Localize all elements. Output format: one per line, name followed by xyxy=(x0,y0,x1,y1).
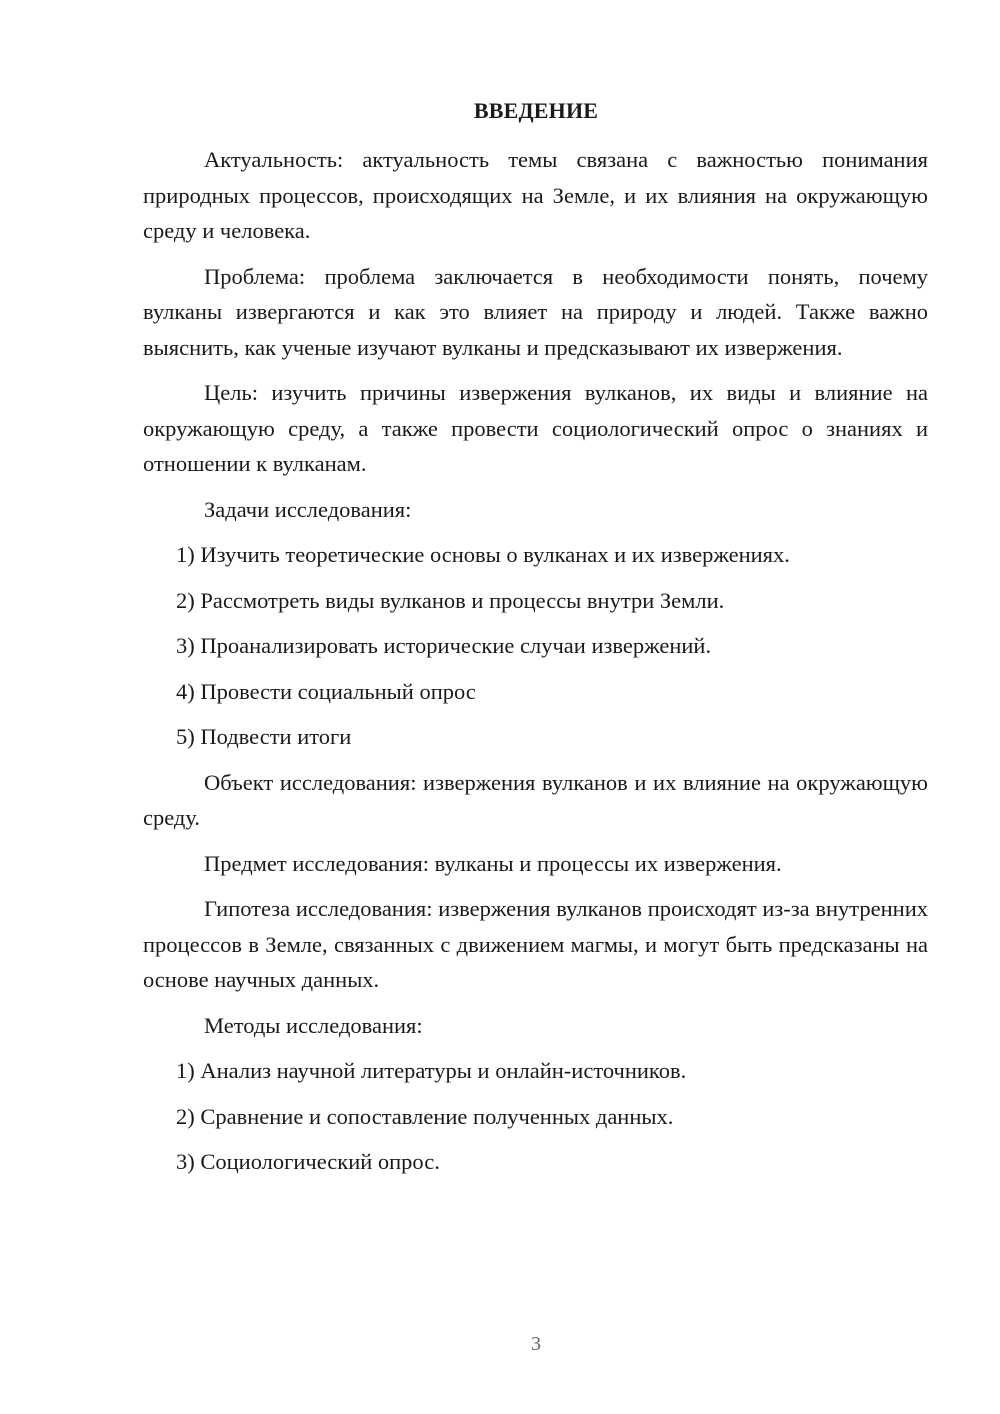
subject-paragraph: Предмет исследования: вулканы и процессы их извержения. xyxy=(204,850,782,876)
tasks-heading: Задачи исследования: xyxy=(204,496,412,522)
section-title: ВВЕДЕНИЕ xyxy=(473,98,599,123)
method-item: 1) Анализ научной литературы и онлайн-источников. xyxy=(176,1058,687,1083)
method-item: 2) Сравнение и сопоставление полученных данных. xyxy=(176,1103,674,1129)
page-content xyxy=(143,142,928,1190)
task-item: 4) Провести социальный опрос xyxy=(176,678,476,704)
problem-paragraph: Проблема: проблема заключается в необходимости понять, почему вулканы извергаются и как это влияет на природу и людей. Также важно выяснить, как ученые изучают вулканы и предсказывают их извержения. xyxy=(143,263,928,360)
task-item: 2) Рассмотреть виды вулканов и процессы внутри Земли. xyxy=(176,587,725,613)
object-paragraph: Объект исследования: извержения вулканов и их влияние на окружающую среду. xyxy=(143,769,928,830)
task-item: 5) Подвести итоги xyxy=(176,724,352,749)
method-item: 3) Социологический опрос. xyxy=(176,1149,440,1174)
methods-heading: Методы исследования: xyxy=(204,1012,423,1038)
task-item: 1) Изучить теоретические основы о вулканах и их извержениях. xyxy=(176,542,790,567)
relevance-paragraph: Актуальность: актуальность темы связана с важностью понимания природных процессов, происходящих на Земле, и их влияния на окружающую среду и человека. xyxy=(143,147,928,243)
page-number: 3 xyxy=(531,1333,541,1355)
task-item: 3) Проанализировать исторические случаи извержений. xyxy=(176,633,712,658)
goal-paragraph: Цель: изучить причины извержения вулканов, их виды и влияние на окружающую среду, а также провести социологический опрос о знаниях и отношении к вулканам. xyxy=(143,380,928,476)
hypothesis-paragraph: Гипотеза исследования: извержения вулканов происходят из-за внутренних процессов в Земле, связанных с движением магмы, и могут быть предсказаны на основе научных данных. xyxy=(143,896,928,992)
